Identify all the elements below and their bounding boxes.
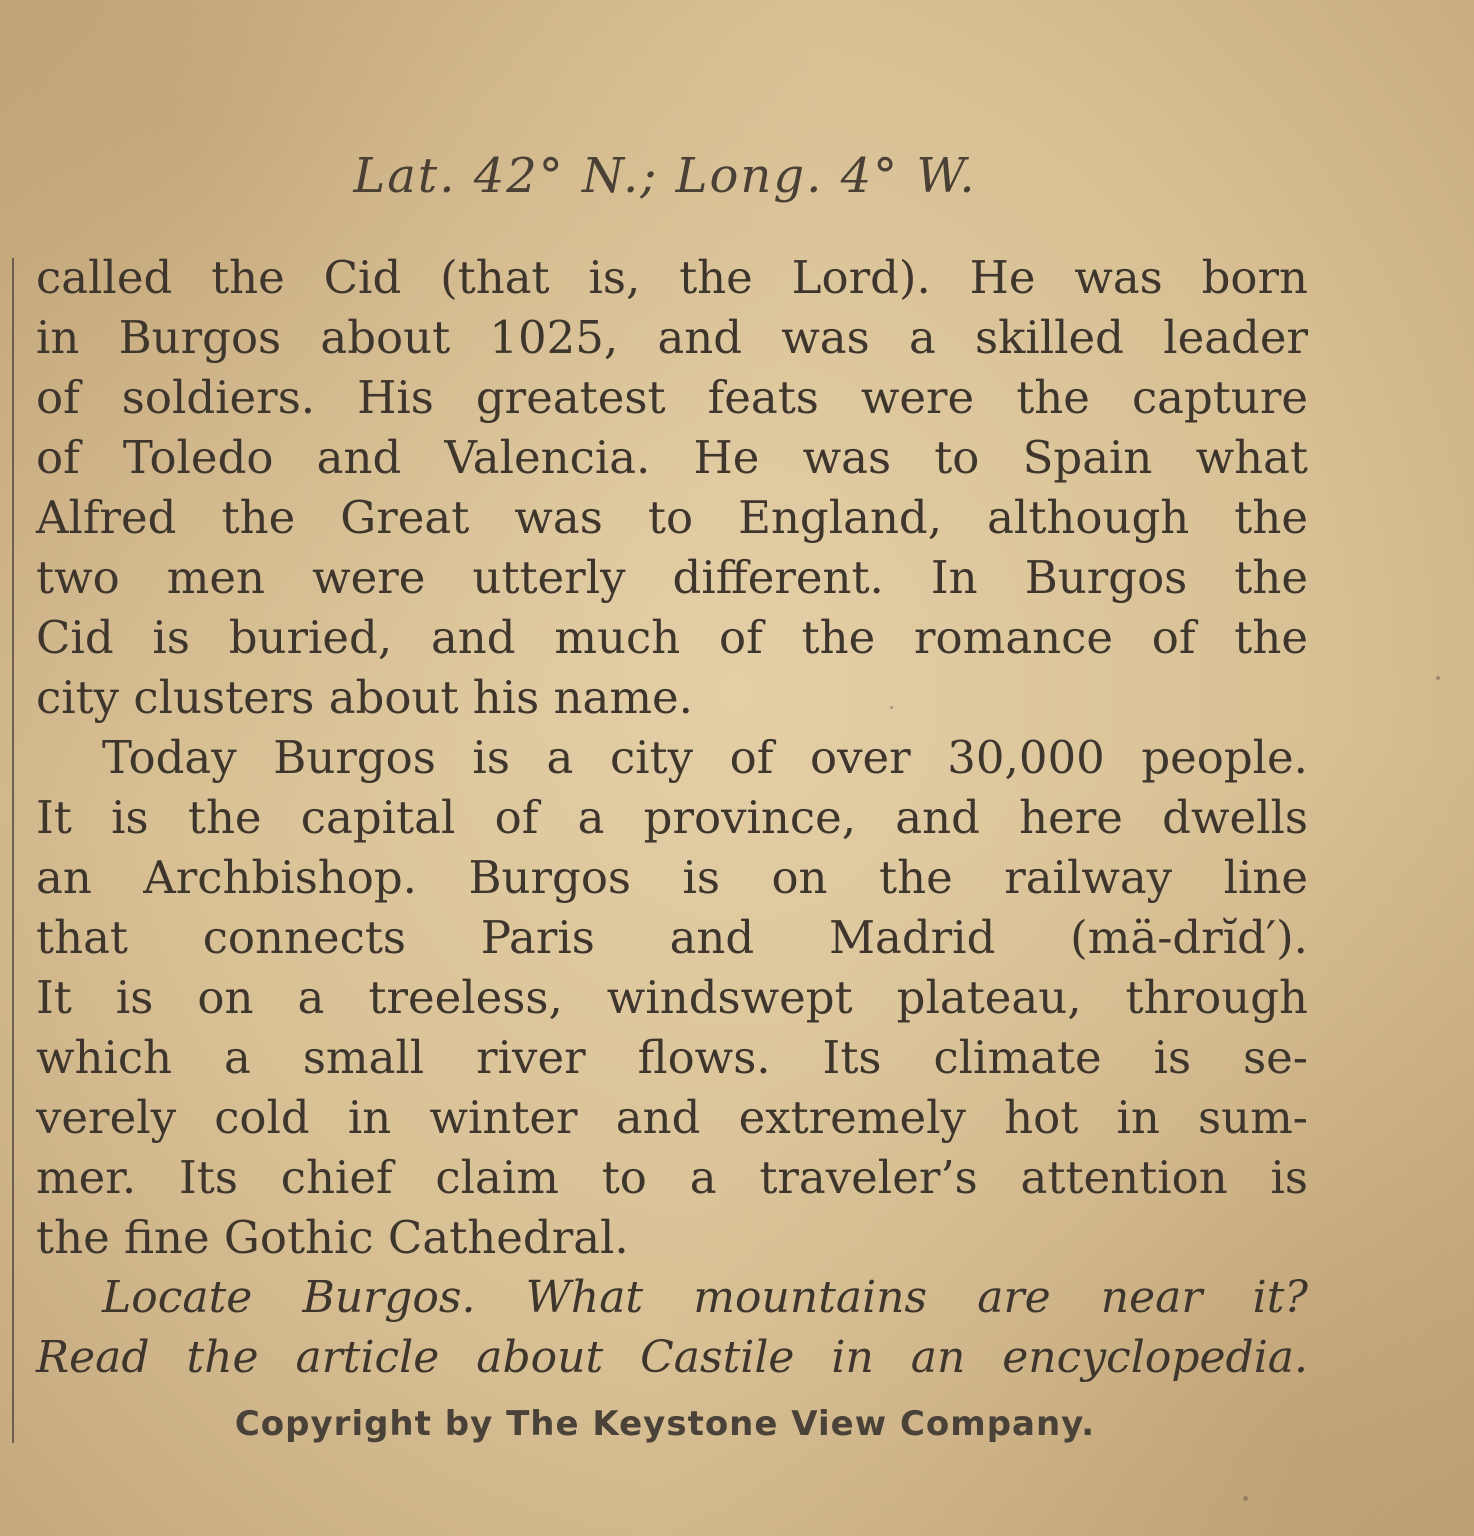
body-line: Cid is buried, and much of the romance of the [36, 611, 1308, 664]
body-line: which a small river flows. Its climate is se- [36, 1031, 1308, 1084]
copyright-notice: Copyright by The Keystone View Company. [234, 1404, 1096, 1444]
left-border-line [12, 258, 14, 1443]
body-line: an Archbishop. Burgos is on the railway line [36, 851, 1308, 904]
body-line: two men were utterly different. In Burgos the [36, 551, 1308, 604]
question-line: Locate Burgos. What mountains are near it? [102, 1272, 1308, 1323]
body-line: Alfred the Great was to England, although the [36, 491, 1308, 544]
paper-speck [1243, 1496, 1248, 1501]
question-line: Read the article about Castile in an encyclopedia. [36, 1332, 1308, 1383]
body-text [36, 248, 1308, 1388]
body-line: of soldiers. His greatest feats were the capture [36, 371, 1308, 424]
body-line: verely cold in winter and extremely hot in sum- [36, 1091, 1308, 1144]
body-line: city clusters about his name. [36, 671, 693, 724]
body-line: mer. Its chief claim to a traveler’s attention is [36, 1151, 1308, 1204]
body-line: of Toledo and Valencia. He was to Spain what [36, 431, 1308, 484]
paper-speck [1436, 676, 1440, 680]
body-line: It is the capital of a province, and here dwells [36, 791, 1308, 844]
coordinates-header: Lat. 42° N.; Long. 4° W. [353, 148, 977, 204]
body-line: called the Cid (that is, the Lord). He was born [36, 251, 1308, 304]
body-line: the fine Gothic Cathedral. [36, 1211, 629, 1264]
body-line: It is on a treeless, windswept plateau, through [36, 971, 1308, 1024]
paper-speck [890, 706, 893, 709]
body-line: in Burgos about 1025, and was a skilled leader [36, 311, 1308, 364]
body-line: Today Burgos is a city of over 30,000 people. [102, 731, 1308, 784]
body-line: that connects Paris and Madrid (mä-drĭd′). [36, 911, 1308, 964]
